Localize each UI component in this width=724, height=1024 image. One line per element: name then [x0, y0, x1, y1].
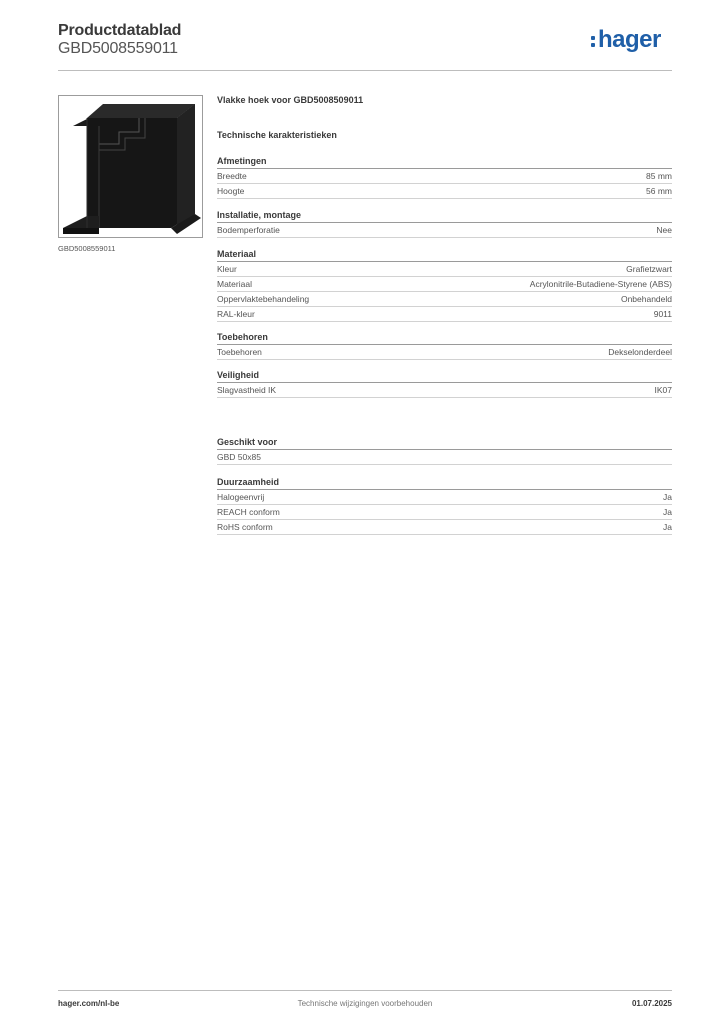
section-installatie — [217, 208, 672, 238]
section-title: Duurzaamheid — [217, 475, 672, 490]
section-title: Materiaal — [217, 247, 672, 262]
spec-label: Slagvastheid IK — [217, 385, 277, 395]
spec-row — [217, 505, 672, 520]
product-code: GBD5008559011 — [58, 40, 178, 57]
spec-value: Dekselonderdeel — [608, 347, 672, 357]
spec-row — [217, 345, 672, 360]
product-image — [58, 95, 203, 238]
spec-row — [217, 223, 672, 238]
spec-value: Nee — [656, 225, 672, 235]
spec-row — [217, 262, 672, 277]
footer-notice: Technische wijzigingen voorbehouden — [297, 999, 433, 1008]
spec-row — [217, 490, 672, 505]
logo-dot-icon — [591, 43, 595, 47]
image-caption: GBD5008559011 — [58, 244, 116, 253]
section-title: Installatie, montage — [217, 208, 672, 223]
logo-dot-icon — [591, 36, 595, 40]
spec-value: 9011 — [653, 309, 672, 319]
page-footer — [58, 990, 672, 1013]
footer-website-link[interactable]: hager.com/nl-be — [58, 999, 120, 1008]
section-title: Veiligheid — [217, 368, 672, 383]
section-title: Geschikt voor — [217, 435, 672, 450]
spec-label: RoHS conform — [217, 522, 273, 532]
spec-row — [217, 277, 672, 292]
spec-row — [217, 383, 672, 398]
spec-label: Toebehoren — [217, 347, 262, 357]
spec-row — [217, 184, 672, 199]
section-geschikt-voor — [217, 435, 672, 465]
spec-value: Ja — [663, 522, 672, 532]
spec-label: Kleur — [217, 264, 237, 274]
spec-row — [217, 520, 672, 535]
tech-title: Technische karakteristieken — [217, 130, 337, 140]
spec-label: REACH conform — [217, 507, 280, 517]
flat-corner-illustration — [59, 96, 202, 237]
spec-row — [217, 292, 672, 307]
footer-date: 01.07.2025 — [631, 999, 672, 1008]
spec-label: Halogeenvrij — [217, 492, 265, 502]
spec-row — [217, 450, 672, 465]
spec-label: Oppervlaktebehandeling — [217, 294, 310, 304]
section-afmetingen — [217, 154, 672, 199]
section-title: Toebehoren — [217, 330, 672, 345]
logo-text: hager — [598, 26, 661, 53]
page-header — [58, 22, 672, 71]
section-veiligheid — [217, 368, 672, 398]
spec-value: Onbehandeld — [620, 294, 672, 304]
section-materiaal — [217, 247, 672, 322]
spec-label: Breedte — [217, 171, 247, 181]
spec-value: Ja — [663, 507, 672, 517]
hager-logo — [590, 28, 672, 56]
spec-value: Acrylonitrile-Butadiene-Styrene (ABS) — [529, 279, 672, 289]
spec-value: 85 mm — [646, 171, 672, 181]
section-toebehoren — [217, 330, 672, 360]
section-duurzaamheid — [217, 475, 672, 535]
spec-value: Grafietzwart — [626, 264, 672, 274]
section-title: Afmetingen — [217, 154, 672, 169]
spec-label: RAL-kleur — [217, 309, 255, 319]
spec-label: GBD 50x85 — [217, 452, 261, 462]
spec-value: 56 mm — [646, 186, 672, 196]
spec-row — [217, 307, 672, 322]
spec-value: Ja — [663, 492, 672, 502]
product-name: Vlakke hoek voor GBD5008509011 — [217, 95, 364, 105]
spec-row — [217, 169, 672, 184]
spec-label: Hoogte — [217, 186, 245, 196]
spec-label: Bodemperforatie — [217, 225, 280, 235]
spec-label: Materiaal — [217, 279, 252, 289]
page-title: Productdatablad — [58, 22, 182, 39]
spec-value: IK07 — [654, 385, 672, 395]
